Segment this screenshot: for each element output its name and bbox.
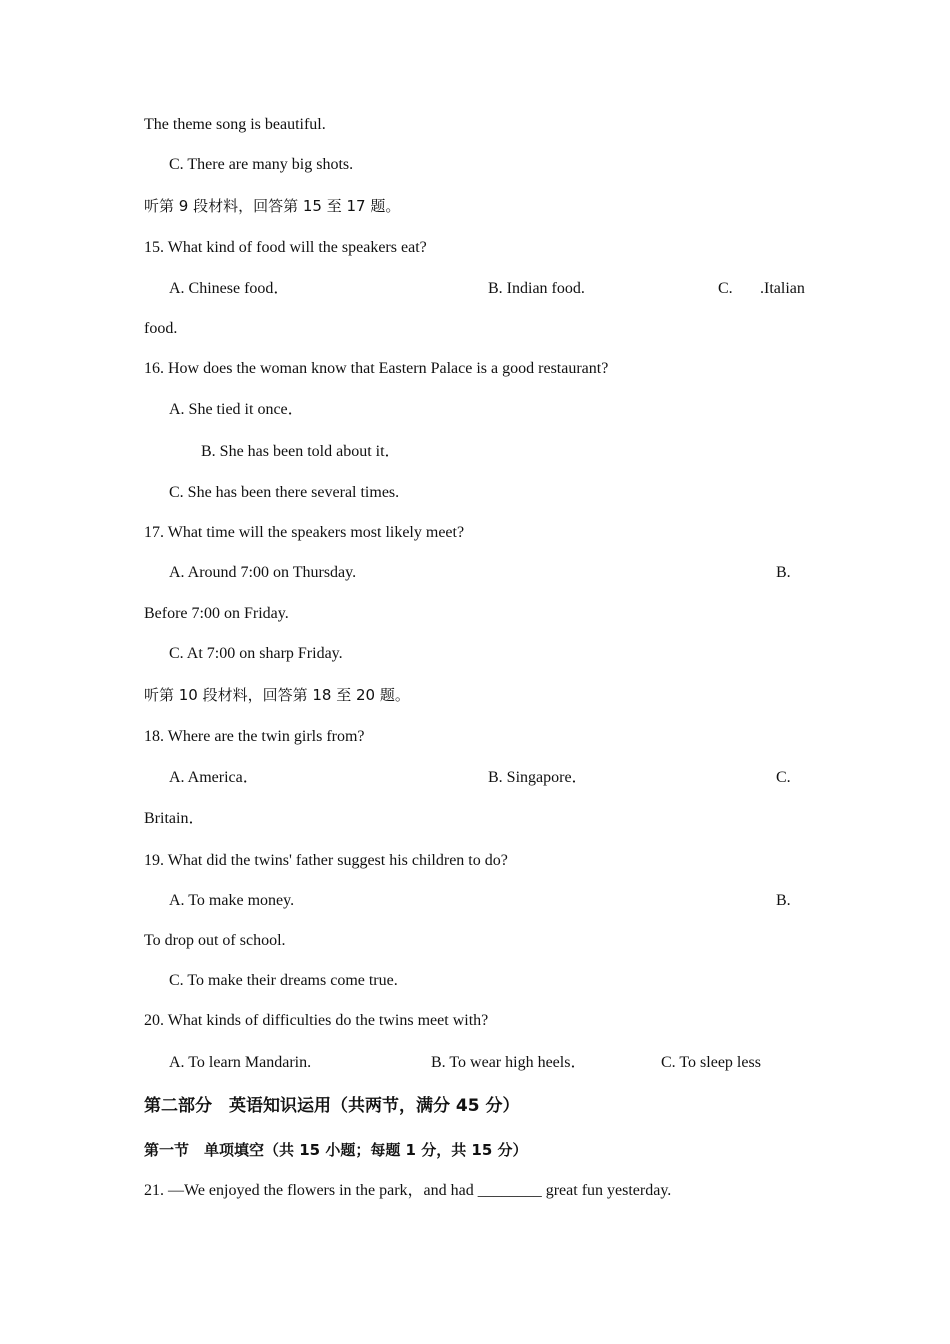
section-instruction: 听第 9 段材料，回答第 15 至 17 题。 [144, 197, 401, 215]
q15-option-c-text: .Italian [760, 280, 805, 297]
q19-option-c: C. To make their dreams come true. [169, 972, 398, 989]
option-text: The theme song is beautiful. [144, 116, 326, 133]
q17-option-b-text: Before 7:00 on Friday. [144, 605, 289, 622]
q19-option-a: A. To make money. [169, 892, 295, 909]
q15-option-b: B. Indian food. [488, 280, 585, 297]
section-heading: 第一节 单项填空（共 15 小题；每题 1 分，共 15 分） [144, 1141, 528, 1159]
q16-option-a: A. She tied it once． [169, 401, 304, 418]
question-20: 20. What kinds of difficulties do the twins meet with? [144, 1012, 489, 1029]
q16-option-c: C. She has been there several times. [169, 484, 400, 501]
question-19: 19. What did the twins' father suggest his children to do? [144, 852, 508, 869]
question-17: 17. What time will the speakers most likely meet? [144, 524, 465, 541]
q18-option-c-label: C. [776, 769, 791, 786]
q18-option-b: B. Singapore． [488, 769, 588, 786]
q20-option-c: C. To sleep less [661, 1054, 761, 1071]
question-18: 18. Where are the twin girls from? [144, 728, 365, 745]
part-heading: 第二部分 英语知识运用（共两节，满分 45 分） [144, 1096, 520, 1116]
q20-option-b: B. To wear high heels． [431, 1054, 587, 1071]
question-21: 21. —We enjoyed the flowers in the park，and had ________ great fun yesterday. [144, 1182, 672, 1199]
q18-option-a: A. America． [169, 769, 259, 786]
question-15: 15. What kind of food will the speakers eat? [144, 239, 427, 256]
question-16: 16. How does the woman know that Eastern Palace is a good restaurant? [144, 360, 609, 377]
q20-option-a: A. To learn Mandarin. [169, 1054, 312, 1071]
q19-option-b-label: B. [776, 892, 791, 909]
q15-option-c-label: C. [718, 280, 733, 297]
q17-option-c: C. At 7:00 on sharp Friday. [169, 645, 343, 662]
q15-option-c-cont: food. [144, 320, 178, 337]
q18-option-c-text: Britain． [144, 810, 205, 827]
q17-option-b-label: B. [776, 564, 791, 581]
q15-option-a: A. Chinese food． [169, 280, 290, 297]
q17-option-a: A. Around 7:00 on Thursday. [169, 564, 357, 581]
q16-option-b: B. She has been told about it． [201, 443, 401, 460]
section-instruction: 听第 10 段材料，回答第 18 至 20 题。 [144, 686, 410, 704]
option-c: C. There are many big shots. [169, 156, 354, 173]
q19-option-b-text: To drop out of school. [144, 932, 286, 949]
